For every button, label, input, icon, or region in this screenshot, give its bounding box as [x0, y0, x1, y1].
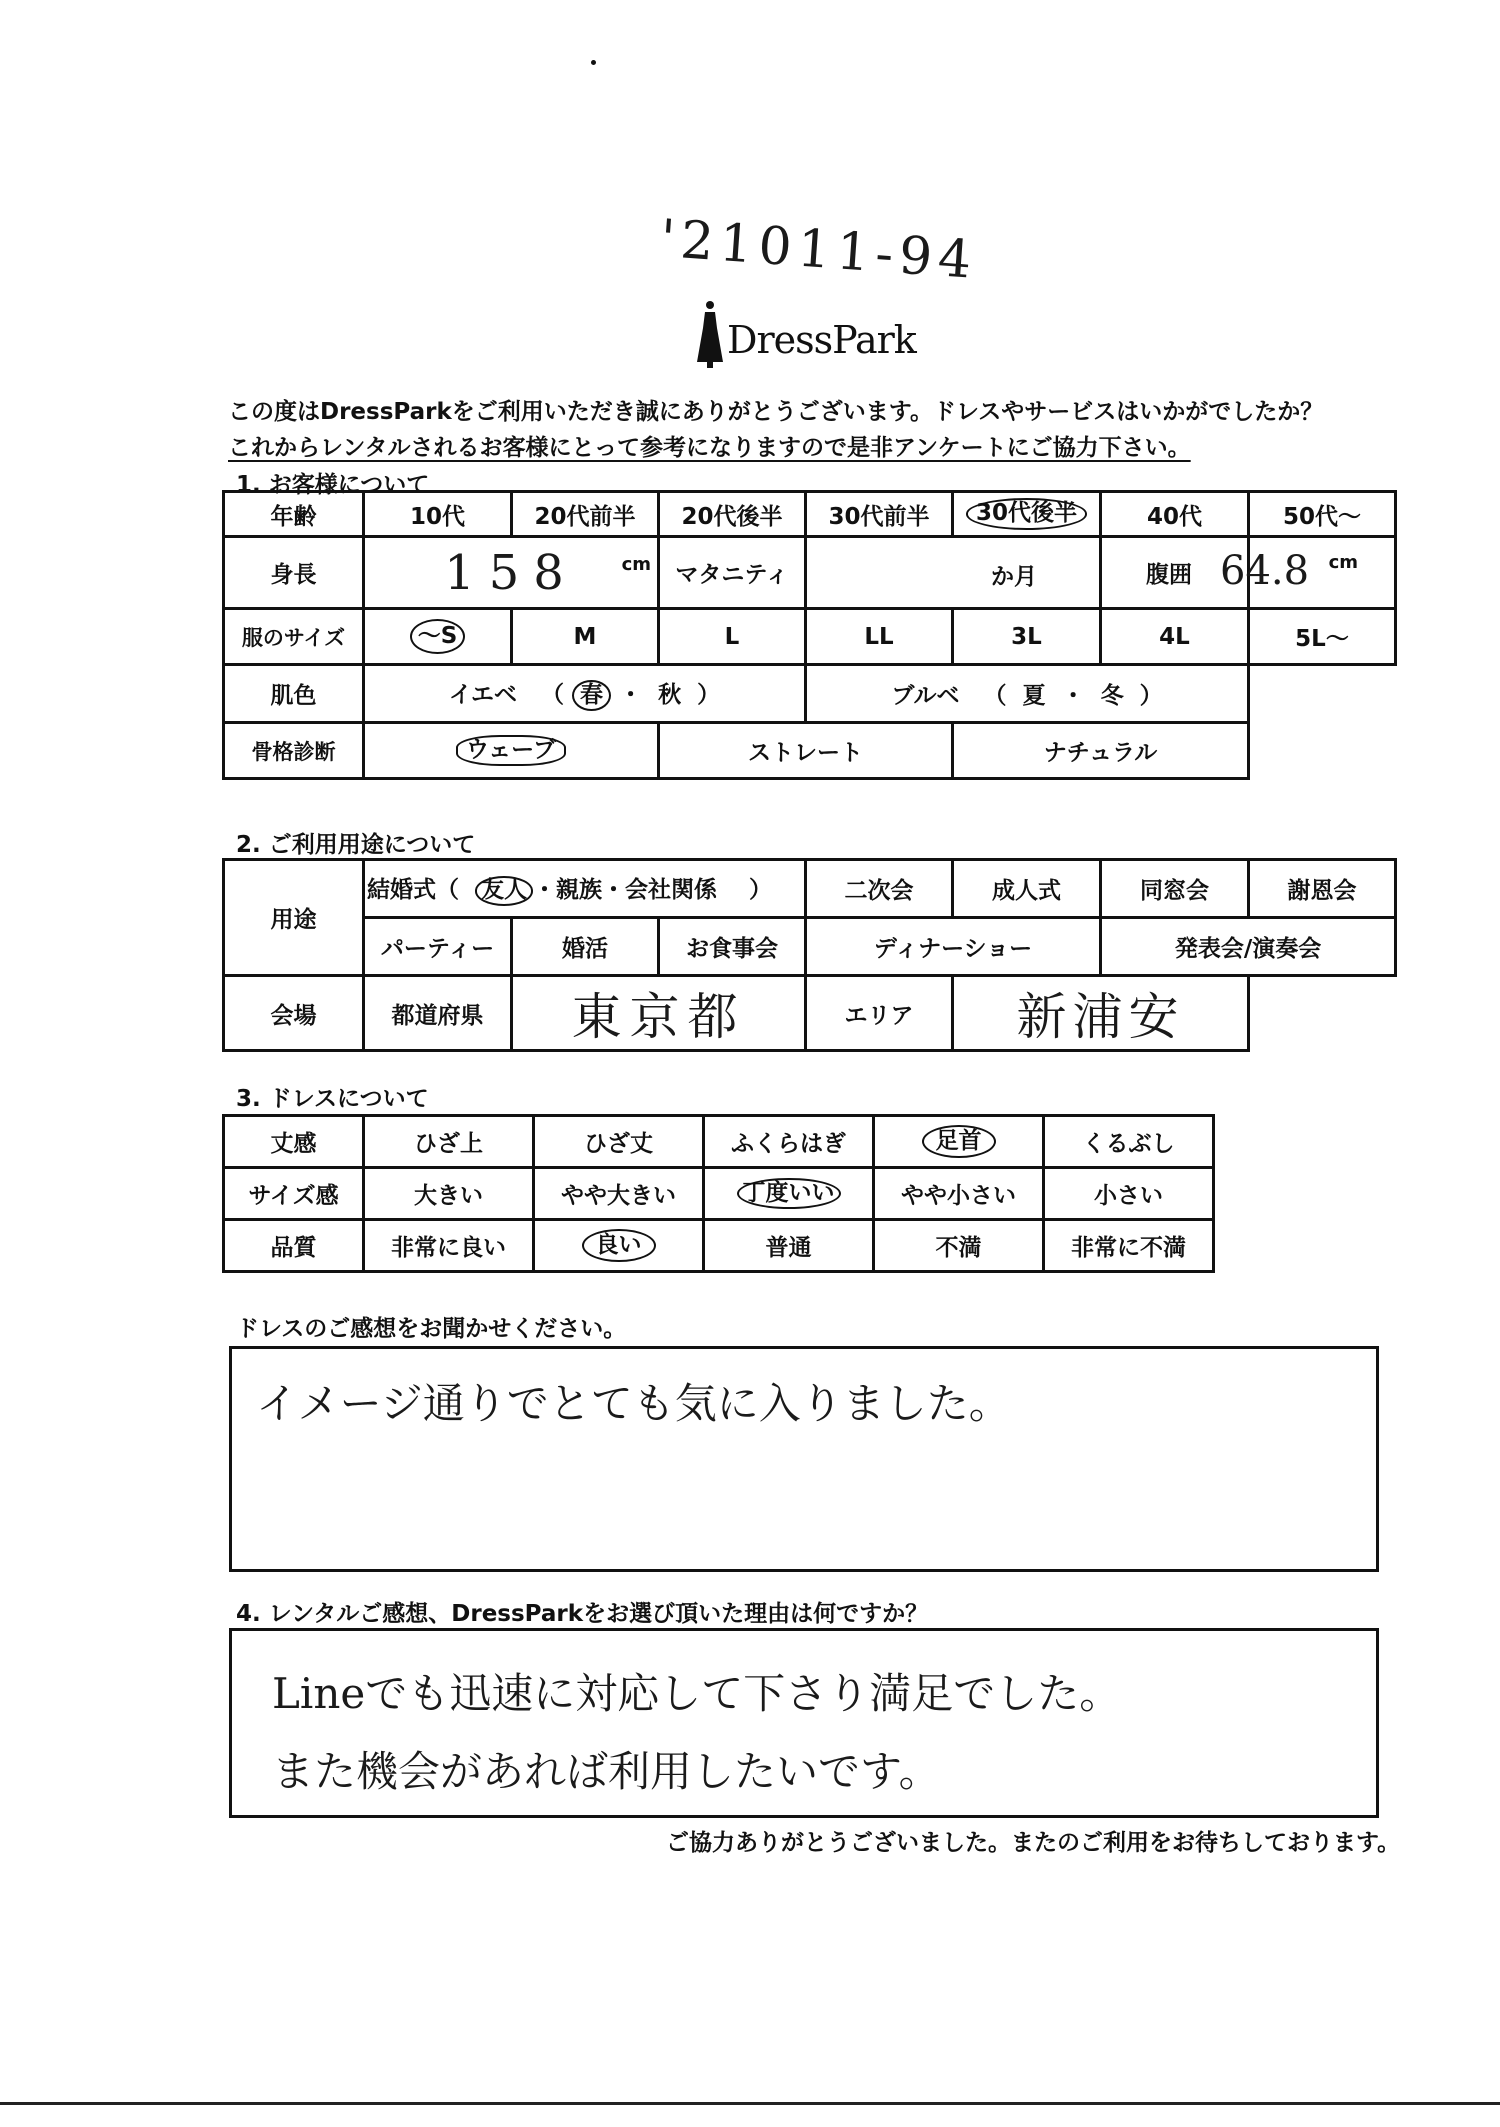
fit-row [224, 1168, 1214, 1220]
area-field[interactable] [953, 976, 1249, 1051]
intro-text: この度はDressParkをご利用いただき誠にありがとうございます。ドレスやサービスはいかがでしたか？ [228, 399, 1324, 425]
fit-option[interactable]: 大きい [364, 1168, 534, 1220]
paren: （ [541, 681, 565, 708]
pref-value: 東京都 [571, 988, 746, 1046]
usage-option[interactable]: パーティー [364, 918, 512, 976]
selected-circle: 30代後半 [966, 498, 1087, 529]
empty-cell [1249, 665, 1396, 723]
separator: ・ [1061, 683, 1085, 709]
fit-label: サイズ感 [224, 1168, 364, 1220]
intro-request: これからレンタルされるお客様にとって参考になりますので是非アンケートにご協力下さい。 [228, 435, 1191, 461]
use-label: 用途 [224, 860, 364, 976]
paren: （ [983, 683, 1007, 709]
quality-option[interactable]: 不満 [874, 1220, 1044, 1272]
length-label: 丈感 [224, 1116, 364, 1168]
autumn-option: 秋 [658, 681, 682, 708]
summer-option: 夏 [1022, 683, 1046, 709]
section4-title: 4. レンタルご感想、DressParkをお選び頂いた理由は何ですか？ [236, 1601, 929, 1627]
age-row [224, 492, 1396, 537]
length-option-selected[interactable] [874, 1116, 1044, 1168]
reason-answer-line2: また機会があれば利用したいです。 [272, 1747, 941, 1796]
frame-label: 骨格診断 [224, 723, 364, 779]
skin-row [224, 665, 1396, 723]
waist-value: 64.8 [1220, 548, 1310, 594]
frame-row [224, 723, 1396, 779]
age-option[interactable]: 40代 [1101, 492, 1249, 537]
pref-field[interactable] [512, 976, 806, 1051]
usage-row-2 [224, 918, 1396, 976]
size-label: 服のサイズ [224, 609, 364, 665]
bottom-rule [0, 2102, 1500, 2105]
size-option[interactable]: 3L [953, 609, 1101, 665]
usage-option[interactable]: ディナーショー [806, 918, 1101, 976]
selected-circle: ウェーブ [456, 735, 566, 766]
frame-option-selected[interactable] [364, 723, 659, 779]
spring-selected: 春 [572, 680, 611, 711]
age-option[interactable]: 30代前半 [806, 492, 953, 537]
size-option[interactable]: LL [806, 609, 953, 665]
size-row [224, 609, 1396, 665]
reason-answer-line1: Lineでも迅速に対応して下さり満足でした。 [272, 1669, 1122, 1718]
handwritten-id: '21011-94 [658, 209, 980, 291]
size-option-selected[interactable] [364, 609, 512, 665]
height-label: 身長 [224, 537, 364, 609]
wedding-options: ・親族・会社関係 [533, 877, 718, 904]
venue-label: 会場 [224, 976, 364, 1051]
venue-row [224, 976, 1396, 1051]
age-option-selected[interactable] [953, 492, 1101, 537]
waist-field[interactable] [1220, 537, 1396, 609]
usage-option[interactable]: 二次会 [806, 860, 953, 918]
size-option[interactable]: 4L [1101, 609, 1249, 665]
length-option[interactable]: くるぶし [1044, 1116, 1214, 1168]
size-option[interactable]: 5L～ [1249, 609, 1396, 665]
dresspark-logo [695, 300, 916, 375]
length-row [224, 1116, 1214, 1168]
section1-title: 1. お客様について [236, 472, 430, 498]
reason-answer-box[interactable] [229, 1628, 1379, 1818]
size-option[interactable]: M [512, 609, 659, 665]
logo-text: DressPark [727, 318, 916, 362]
usage-table [222, 858, 1397, 1052]
frame-option[interactable]: ナチュラル [953, 723, 1249, 779]
size-option[interactable]: L [659, 609, 806, 665]
yellow-base-label: イエベ [448, 681, 517, 708]
maternity-unit: か月 [991, 564, 1037, 590]
age-option[interactable]: 10代 [364, 492, 512, 537]
maternity-field[interactable] [806, 537, 1101, 609]
length-option[interactable]: ひざ丈 [534, 1116, 704, 1168]
skin-label: 肌色 [224, 665, 364, 723]
section3-title: 3. ドレスについて [236, 1086, 429, 1112]
height-unit: cm [621, 554, 651, 575]
quality-option[interactable]: 非常に良い [364, 1220, 534, 1272]
usage-option[interactable]: 婚活 [512, 918, 659, 976]
closing-text: ご協力ありがとうございました。またのご利用をお待ちしております。 [666, 1830, 1401, 1856]
selected-circle: 丁度いい [737, 1178, 841, 1209]
impression-answer-box[interactable] [229, 1346, 1379, 1572]
selected-circle: 足首 [922, 1125, 996, 1158]
blue-base-label: ブルベ [891, 683, 960, 709]
fit-option[interactable]: やや小さい [874, 1168, 1044, 1220]
customer-info-table [222, 490, 1397, 780]
quality-option[interactable]: 非常に不満 [1044, 1220, 1214, 1272]
usage-option[interactable]: 同窓会 [1101, 860, 1249, 918]
waist-unit: cm [1328, 552, 1358, 573]
area-value: 新浦安 [1016, 988, 1185, 1046]
dress-icon [695, 300, 725, 370]
usage-option[interactable]: 発表会/演奏会 [1101, 918, 1396, 976]
age-option[interactable]: 20代後半 [659, 492, 806, 537]
fit-option[interactable]: やや大きい [534, 1168, 704, 1220]
area-label: エリア [806, 976, 953, 1051]
pref-label: 都道府県 [364, 976, 512, 1051]
empty-cell [1249, 976, 1396, 1051]
usage-row-1 [224, 860, 1396, 918]
usage-option[interactable]: お食事会 [659, 918, 806, 976]
impression-title: ドレスのご感想をお聞かせください。 [236, 1316, 627, 1342]
fit-option-selected[interactable] [704, 1168, 874, 1220]
impression-answer: イメージ通りでとても気に入りました。 [256, 1379, 1011, 1428]
blue-base-option[interactable] [806, 665, 1249, 723]
fit-option[interactable]: 小さい [1044, 1168, 1214, 1220]
friend-selected: 友人 [475, 876, 533, 905]
separator: ・ [619, 681, 643, 708]
section2-title: 2. ご利用用途について [236, 832, 476, 858]
dress-table [222, 1114, 1215, 1273]
usage-option[interactable]: 謝恩会 [1249, 860, 1396, 918]
age-label: 年齢 [224, 492, 364, 537]
quality-option-selected[interactable] [534, 1220, 704, 1272]
wedding-option[interactable] [364, 860, 806, 918]
selected-circle: 良い [582, 1229, 656, 1262]
empty-cell [1249, 723, 1396, 779]
paren: ） [749, 877, 773, 904]
scan-speck [591, 60, 596, 65]
waist-label: 腹囲 [1101, 537, 1249, 609]
age-option[interactable]: 50代～ [1249, 492, 1396, 537]
age-option[interactable]: 20代前半 [512, 492, 659, 537]
selected-circle: ～S [410, 619, 466, 654]
length-option[interactable]: ひざ上 [364, 1116, 534, 1168]
length-option[interactable]: ふくらはぎ [704, 1116, 874, 1168]
frame-option[interactable]: ストレート [659, 723, 953, 779]
height-field[interactable] [364, 537, 659, 609]
quality-option[interactable]: 普通 [704, 1220, 874, 1272]
quality-row [224, 1220, 1214, 1272]
paren: ） [697, 681, 721, 708]
usage-option[interactable]: 成人式 [953, 860, 1101, 918]
yellow-base-option[interactable] [364, 665, 806, 723]
maternity-label: マタニティ [659, 537, 806, 609]
wedding-label: 結婚式（ [367, 877, 459, 904]
height-value: 158 [444, 544, 578, 601]
winter-option: 冬 [1100, 683, 1124, 709]
paren: ） [1139, 683, 1163, 709]
height-row [224, 537, 1396, 609]
quality-label: 品質 [224, 1220, 364, 1272]
